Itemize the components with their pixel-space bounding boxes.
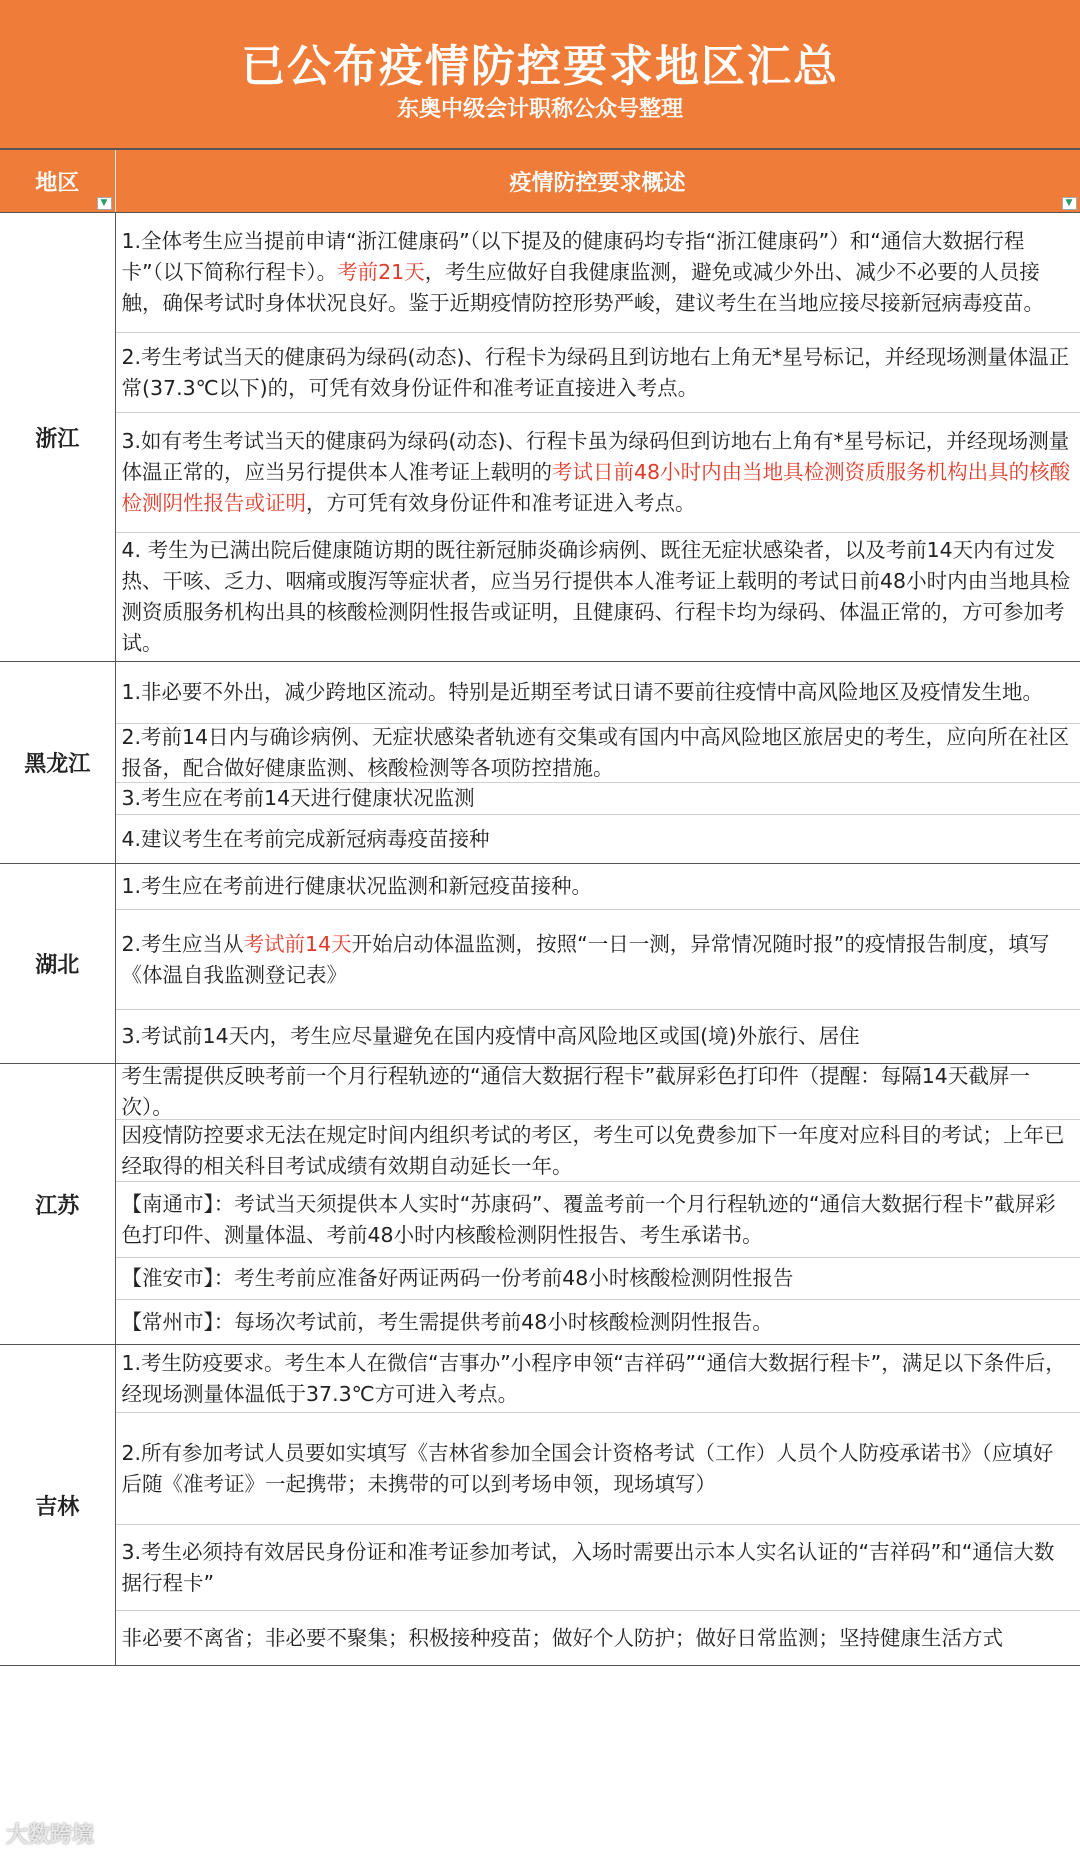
page-title: 已公布疫情防控要求地区汇总: [241, 41, 839, 92]
requirement-text: 因疫情防控要求无法在规定时间内组织考试的考区，考生可以免费参加下一年度对应科目的考试；上年已经取得的相关科目考试成绩有效期自动延长一年。: [121, 1122, 1065, 1178]
requirement-item: [116, 1182, 1080, 1258]
requirement-text: 开始启动体温监测，按照“一日一测，异常情况随时报”的疫情报告制度，填写《体温自我监测登记表》: [121, 931, 1050, 987]
requirement-item: [116, 910, 1080, 1010]
requirements-cell: [115, 662, 1080, 864]
requirements-cell: [115, 1064, 1080, 1345]
requirement-item: [116, 662, 1080, 724]
region-name: 浙江: [0, 213, 115, 662]
requirement-text: 3.考生必须持有效居民身份证和准考证参加考试，入场时需要出示本人实名认证的“吉祥码”和“通信大数据行程卡”: [121, 1539, 1055, 1595]
requirements-cell: [115, 864, 1080, 1064]
highlight-text: 考试日前48小时内由当地具检测资质服务机构出具的核酸检测阴性报告或证明: [121, 460, 1071, 515]
requirement-item: [116, 333, 1080, 413]
requirement-item: [116, 213, 1080, 333]
requirement-item: [116, 1525, 1080, 1611]
requirement-item: [116, 1064, 1080, 1120]
requirement-item: [116, 1010, 1080, 1063]
highlight-text: 考试前14天: [243, 931, 352, 956]
requirement-item: [116, 1413, 1080, 1525]
requirement-item: [116, 1345, 1080, 1413]
requirement-text: 考生需提供反映考前一个月行程轨迹的“通信大数据行程卡”截屏彩色打印件（提醒：每隔14天截屏一次）。: [121, 1063, 1030, 1119]
region-row-zhejiang: [0, 213, 1080, 662]
requirement-item: [116, 1611, 1080, 1665]
requirement-text: 1.全体考生应当提前申请“浙江健康码”（以下提及的健康码均专指“浙江健康码”）和“通信大数据行程卡”（以下简称行程卡）。: [121, 229, 1025, 284]
requirement-text: 1.非必要不外出，减少跨地区流动。特别是近期至考试日请不要前往疫情中高风险地区及疫情发生地。: [121, 680, 1044, 704]
requirement-text: 4. 考生为已满出院后健康随访期的既往新冠肺炎确诊病例、既往无症状感染者，以及考前14天内有过发热、干咳、乏力、咽痛或腹泻等症状者，应当另行提供本人准考证上载明的考试日前48小时内由当地具检测资质服务机构出具的核酸检测阴性报告或证明，且健康码、行程卡均为绿码、体温正常的，方可参加考试。: [121, 538, 1071, 655]
requirement-item: [116, 724, 1080, 783]
requirement-text: 非必要不离省；非必要不聚集；积极接种疫苗；做好个人防护；做好日常监测；坚持健康生活方式: [121, 1625, 1003, 1650]
requirements-table: [0, 150, 1080, 1666]
region-name: 吉林: [0, 1345, 115, 1666]
dropdown-filter-icon[interactable]: ▼: [1062, 197, 1077, 210]
column-header-region-label: 地区: [35, 170, 80, 196]
requirement-text: 2.考前14日内与确诊病例、无症状感染者轨迹有交集或有国内中高风险地区旅居史的考生，应向所在社区报备，配合做好健康监测、核酸检测等各项防控措施。: [121, 725, 1070, 780]
dropdown-filter-icon[interactable]: ▼: [97, 197, 112, 210]
requirements-cell: [115, 1345, 1080, 1666]
watermark-logo: 大数跨境: [6, 1823, 95, 1848]
page-subtitle: 东奥中级会计职称公众号整理: [396, 97, 683, 122]
requirement-text: ，方可凭有效身份证件和准考证进入考点。: [306, 491, 696, 515]
region-row-hubei: [0, 864, 1080, 1064]
requirement-item: [116, 1120, 1080, 1182]
requirement-text: 4.建议考生在考前完成新冠病毒疫苗接种: [121, 826, 490, 851]
requirement-item: [116, 533, 1080, 661]
requirement-text: 3.考试前14天内，考生应尽量避免在国内疫情中高风险地区或国(境)外旅行、居住: [121, 1024, 860, 1048]
requirement-text: 3.考生应在考前14天进行健康状况监测: [121, 786, 475, 810]
region-row-heilongjiang: [0, 662, 1080, 864]
requirement-text: 1.考生应在考前进行健康状况监测和新冠疫苗接种。: [121, 874, 593, 898]
requirement-item: [116, 413, 1080, 533]
requirement-text: 1.考生防疫要求。考生本人在微信“吉事办”小程序申领“吉祥码”“通信大数据行程卡”，满足以下条件后，经现场测量体温低于37.3℃方可进入考点。: [121, 1350, 1066, 1406]
region-name: 湖北: [0, 864, 115, 1064]
requirement-text: 3.如有考生考试当天的健康码为绿码(动态)、行程卡虽为绿码但到访地右上角有*星号标记，并经现场测量体温正常的，应当另行提供本人准考证上载明的: [121, 429, 1070, 484]
region-name: 黑龙江: [0, 662, 115, 864]
requirement-text: 2.考生考试当天的健康码为绿码(动态)、行程卡为绿码且到访地右上角无*星号标记，并经现场测量体温正常(37.3℃以下)的，可凭有效身份证件和准考证直接进入考点。: [121, 344, 1070, 400]
requirement-text: 【淮安市】：考生考前应准备好两证两码一份考前48小时核酸检测阴性报告: [121, 1266, 794, 1290]
page-header: [0, 0, 1080, 150]
requirement-text: 【常州市】：每场次考试前，考生需提供考前48小时核酸检测阴性报告。: [121, 1309, 773, 1334]
requirement-item: [116, 815, 1080, 863]
requirements-cell: [115, 213, 1080, 662]
highlight-text: 考前21天: [337, 260, 425, 284]
column-header-summary: [115, 150, 1080, 213]
requirement-text: 【南通市】：考试当天须提供本人实时“苏康码”、覆盖考前一个月行程轨迹的“通信大数据行程卡”截屏彩色打印件、测量体温、考前48小时内核酸检测阴性报告、考生承诺书。: [121, 1191, 1056, 1247]
requirement-text: 2.考生应当从: [121, 931, 244, 956]
region-row-jilin: [0, 1345, 1080, 1666]
region-name: 江苏: [0, 1064, 115, 1345]
requirement-text: ，考生应做好自我健康监测，避免或减少外出、减少不必要的人员接触，确保考试时身体状况良好。鉴于近期疫情防控形势严峻，建议考生在当地应接尽接新冠病毒疫苗。: [121, 260, 1044, 315]
requirement-text: 2.所有参加考试人员要如实填写《吉林省参加全国会计资格考试（工作）人员个人防疫承诺书》（应填好后随《准考证》一起携带；未携带的可以到考场申领，现场填写）: [121, 1440, 1054, 1496]
column-header-summary-label: 疫情防控要求概述: [509, 170, 686, 196]
requirement-item: [116, 1258, 1080, 1300]
region-row-jiangsu: [0, 1064, 1080, 1345]
requirement-item: [116, 1300, 1080, 1344]
requirement-item: [116, 864, 1080, 910]
column-header-region: [0, 150, 115, 213]
table-header-row: [0, 150, 1080, 213]
requirement-item: [116, 783, 1080, 815]
